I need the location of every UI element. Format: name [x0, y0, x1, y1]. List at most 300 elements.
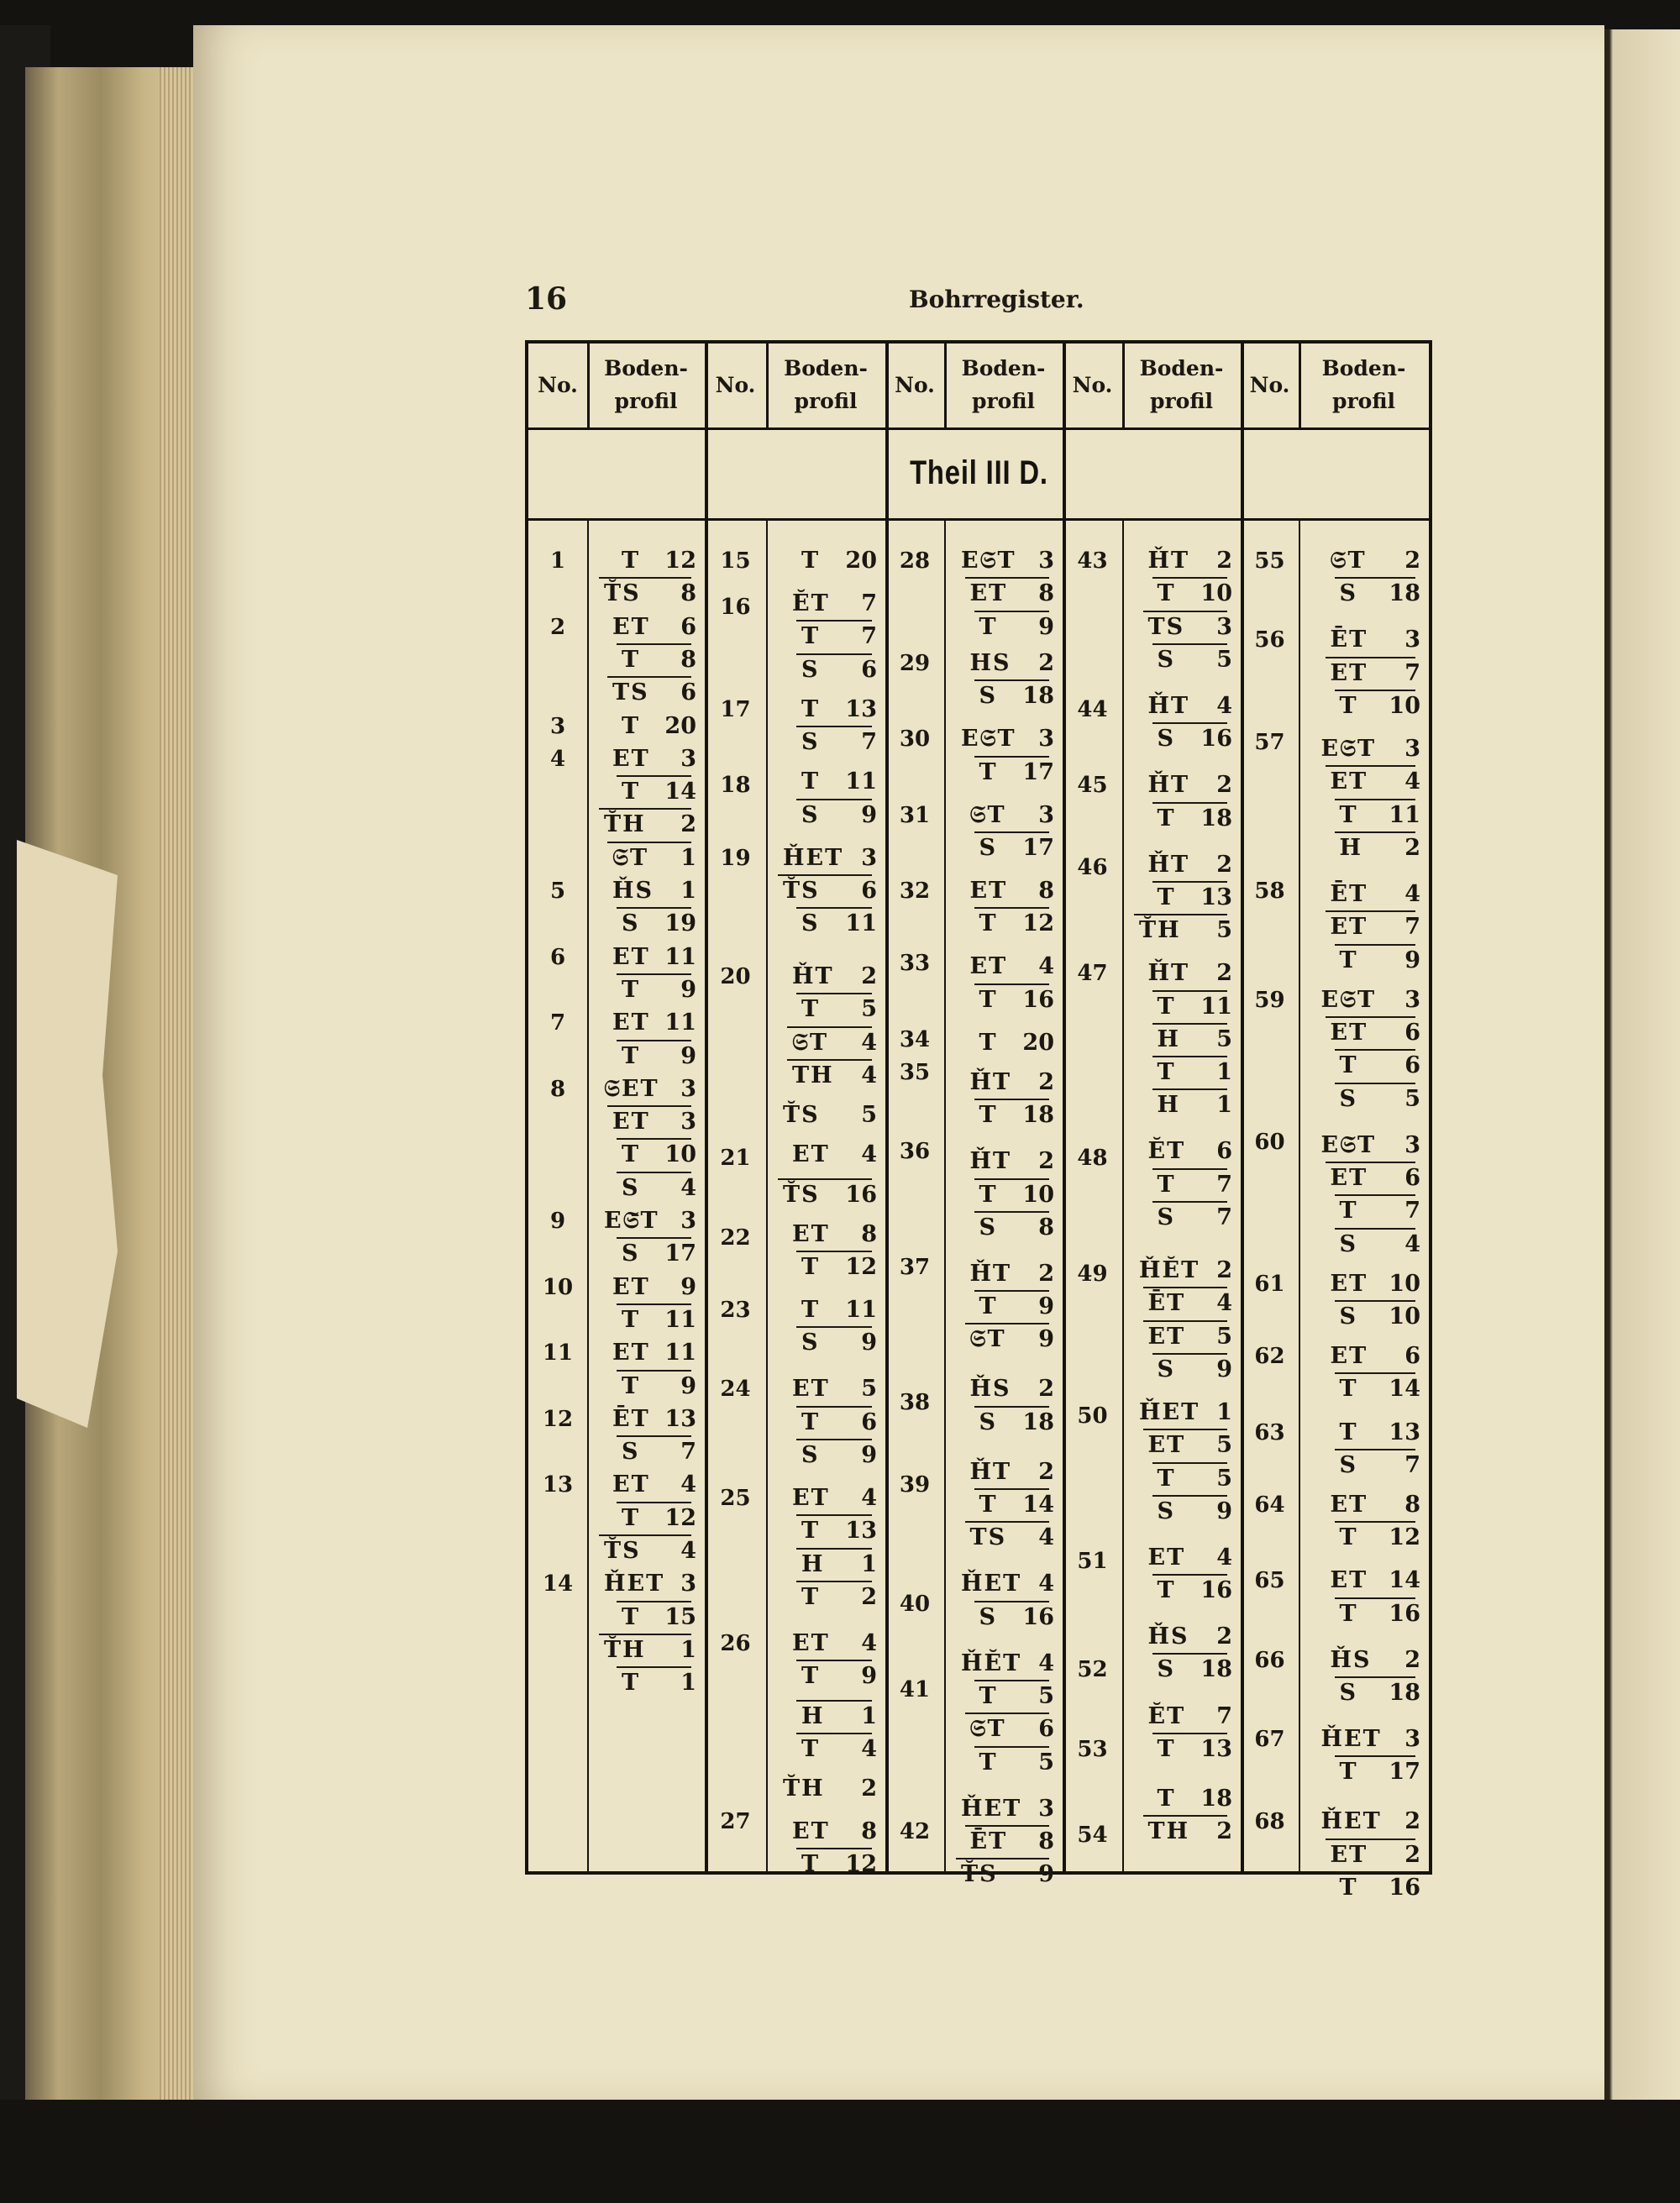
soil-code: HS — [969, 649, 1011, 676]
soil-layer-entry — [604, 677, 696, 709]
soil-layer-entry — [1139, 1321, 1232, 1353]
layer-thickness: 20 — [664, 712, 696, 739]
soil-code: T — [1339, 947, 1358, 973]
bore-number: 29 — [899, 650, 931, 676]
column-rule — [705, 344, 708, 1872]
soil-code: T — [979, 1491, 998, 1518]
soil-layer-entry — [961, 951, 1054, 983]
soil-layer-entry — [783, 694, 877, 726]
layer-thickness: 6 — [1404, 1019, 1420, 1046]
soil-code: E𝔖T — [1320, 1131, 1377, 1158]
soil-layer-entry — [1139, 915, 1232, 947]
soil-code: T — [979, 910, 998, 937]
layer-separator — [1326, 657, 1416, 658]
layer-thickness: 9 — [680, 1273, 696, 1300]
soil-layer-entry — [1139, 957, 1232, 989]
layer-thickness: 9 — [1216, 1356, 1232, 1382]
layer-thickness: 7 — [1216, 1171, 1232, 1198]
bore-number: 40 — [899, 1591, 931, 1617]
soil-code: ET — [1330, 1491, 1368, 1518]
soil-layer-entry — [961, 648, 1054, 679]
layer-thickness: 8 — [1038, 580, 1054, 607]
bore-number: 50 — [1077, 1403, 1108, 1429]
soil-code: E𝔖T — [961, 548, 1016, 574]
layer-thickness: 3 — [1038, 726, 1054, 753]
bore-number: 39 — [899, 1472, 931, 1498]
bore-number: 63 — [1254, 1419, 1285, 1445]
layer-thickness: 7 — [861, 590, 877, 617]
layer-separator — [617, 643, 691, 645]
layer-separator — [965, 1323, 1050, 1324]
bore-number: 53 — [1077, 1736, 1108, 1762]
layer-separator — [1143, 611, 1228, 612]
bore-number: 30 — [899, 726, 931, 753]
soil-layer-entry — [783, 1139, 877, 1171]
layer-thickness: 5 — [1038, 1682, 1054, 1709]
soil-layer-entry — [1139, 723, 1232, 755]
layer-thickness: 3 — [680, 745, 696, 772]
soil-code: T — [1157, 1785, 1176, 1812]
soil-code: ȞET — [783, 844, 844, 871]
column-rule — [1299, 518, 1300, 1872]
layer-thickness: 6 — [1216, 1138, 1232, 1165]
soil-code: ET — [1147, 1323, 1186, 1350]
layer-thickness: 9 — [1038, 613, 1054, 640]
bore-number: 67 — [1254, 1727, 1285, 1752]
layer-separator — [974, 679, 1050, 681]
soil-code: H — [1157, 1092, 1181, 1119]
soil-layer-entry — [604, 842, 696, 874]
soil-layer-entry — [604, 1602, 696, 1634]
soil-code: T — [979, 1029, 998, 1056]
soil-code: T — [622, 779, 641, 805]
soil-code: T̆H — [783, 1775, 825, 1802]
soil-layer-entry — [1139, 1354, 1232, 1386]
soil-layer-entry — [961, 1826, 1054, 1858]
soil-layer-entry — [1139, 1575, 1232, 1607]
layer-thickness: 10 — [1389, 692, 1420, 719]
soil-layer-entry — [604, 1469, 696, 1501]
soil-layer-entry — [1315, 1756, 1420, 1788]
soil-code: S — [622, 1174, 640, 1201]
layer-thickness: 18 — [1200, 805, 1232, 831]
layer-separator — [1335, 1049, 1416, 1051]
layer-separator — [796, 799, 872, 800]
soil-code: E𝔖T — [1320, 986, 1377, 1013]
layer-separator — [974, 756, 1050, 758]
header-bodenprofil: Boden- profil — [1321, 356, 1406, 413]
bore-number: 43 — [1077, 548, 1108, 574]
soil-layer-entry — [1315, 1017, 1420, 1049]
layer-separator — [796, 1581, 872, 1582]
layer-separator — [974, 1099, 1050, 1100]
column-rule — [1122, 518, 1124, 1872]
soil-layer-entry — [604, 974, 696, 1006]
layer-thickness: 1 — [1216, 1059, 1232, 1086]
layer-thickness: 6 — [1404, 1052, 1420, 1079]
soil-code: T — [1339, 1419, 1358, 1445]
soil-code: T — [801, 1851, 821, 1878]
layer-separator — [796, 1848, 872, 1849]
soil-code: S — [801, 801, 820, 828]
layer-thickness: 6 — [861, 878, 877, 904]
layer-separator — [796, 907, 872, 909]
layer-separator — [778, 874, 872, 876]
soil-code: T — [801, 1254, 821, 1281]
soil-layer-entry — [604, 1634, 696, 1666]
running-title: Bohrregister. — [909, 286, 1084, 313]
layer-thickness: 3 — [680, 1109, 696, 1136]
soil-code: T — [1339, 1874, 1358, 1901]
layer-thickness: 16 — [845, 1181, 877, 1208]
layer-thickness: 4 — [861, 1141, 877, 1168]
bore-number: 13 — [542, 1472, 574, 1498]
soil-layer-entry — [783, 654, 877, 686]
layer-thickness: 4 — [1404, 1230, 1420, 1257]
layer-thickness: 18 — [1200, 1656, 1232, 1683]
layer-thickness: 3 — [1216, 613, 1232, 640]
soil-code: T — [801, 548, 821, 574]
soil-layer-entry — [783, 800, 877, 831]
soil-layer-entry — [1315, 658, 1420, 690]
layer-thickness: 2 — [1216, 1818, 1232, 1845]
layer-separator — [1152, 722, 1228, 724]
layer-separator — [778, 1178, 872, 1180]
soil-layer-entry — [783, 766, 877, 798]
layer-separator — [974, 831, 1050, 833]
layer-separator — [607, 842, 691, 843]
layer-separator — [796, 993, 872, 994]
layer-thickness: 7 — [1404, 914, 1420, 941]
soil-layer-entry — [1139, 849, 1232, 881]
soil-code: ȞT — [969, 1148, 1012, 1175]
layer-separator — [965, 1713, 1050, 1714]
layer-thickness: 9 — [680, 976, 696, 1003]
header-no: No. — [538, 372, 578, 397]
layer-thickness: 9 — [1404, 947, 1420, 973]
layer-thickness: 15 — [664, 1603, 696, 1630]
soil-layer-entry — [1139, 1429, 1232, 1461]
soil-layer-entry — [783, 726, 877, 758]
bore-number: 26 — [720, 1631, 751, 1657]
soil-code: S — [1157, 1498, 1175, 1524]
bore-number: 35 — [899, 1060, 931, 1086]
soil-layer-entry — [961, 1522, 1054, 1554]
layer-thickness: 9 — [680, 1042, 696, 1069]
soil-code: ET — [1330, 1019, 1368, 1046]
soil-layer-entry — [604, 743, 696, 775]
bore-number: 51 — [1077, 1548, 1108, 1574]
soil-code: T̆S — [783, 1102, 820, 1129]
soil-code: TS — [612, 679, 649, 706]
soil-layer-entry — [783, 545, 877, 577]
soil-layer-entry — [1139, 1202, 1232, 1234]
layer-thickness: 9 — [861, 1663, 877, 1690]
soil-layer-entry — [961, 757, 1054, 789]
bore-number: 46 — [1077, 855, 1108, 881]
layer-thickness: 2 — [1038, 1376, 1054, 1403]
layer-thickness: 12 — [664, 1504, 696, 1531]
layer-thickness: 3 — [1404, 1726, 1420, 1752]
soil-layer-entry — [1139, 803, 1232, 835]
soil-code: T̆H — [604, 811, 646, 838]
soil-code: T — [1157, 805, 1176, 831]
layer-thickness: 11 — [845, 1297, 877, 1324]
layer-thickness: 2 — [1216, 1256, 1232, 1283]
soil-layer-entry — [783, 1219, 877, 1251]
soil-code: S — [1339, 1085, 1357, 1112]
soil-code: T — [801, 996, 821, 1023]
layer-thickness: 2 — [1038, 1458, 1054, 1485]
soil-layer-entry — [1139, 1397, 1232, 1429]
soil-layer-entry — [783, 842, 877, 874]
soil-code: ȞET — [1320, 1726, 1382, 1752]
layer-separator — [1152, 643, 1228, 645]
layer-separator — [1335, 1676, 1416, 1678]
soil-layer-entry — [1315, 1130, 1420, 1162]
soil-layer-entry — [961, 1489, 1054, 1521]
layer-thickness: 17 — [1389, 1759, 1420, 1786]
layer-separator — [617, 907, 691, 909]
layer-separator — [617, 1040, 691, 1041]
soil-layer-entry — [1315, 733, 1420, 765]
layer-thickness: 13 — [845, 695, 877, 722]
soil-layer-entry — [783, 1515, 877, 1547]
bore-register-table — [525, 340, 1432, 1901]
layer-separator — [787, 1026, 872, 1028]
layer-thickness: 5 — [1216, 1025, 1232, 1052]
layer-thickness: 16 — [1200, 726, 1232, 753]
layer-separator — [617, 1303, 691, 1305]
soil-layer-entry — [783, 1773, 877, 1805]
layer-separator — [1152, 1023, 1228, 1025]
soil-layer-entry — [1139, 1169, 1232, 1201]
soil-code: ET — [1330, 659, 1368, 686]
bore-number: 59 — [1254, 987, 1285, 1013]
bore-number: 65 — [1254, 1568, 1285, 1594]
layer-separator — [617, 1502, 691, 1503]
layer-separator — [1152, 1495, 1228, 1497]
soil-code: T̆H — [604, 1636, 646, 1663]
soil-code: T — [622, 712, 641, 739]
layer-thickness: 2 — [1038, 1148, 1054, 1175]
layer-thickness: 8 — [861, 1220, 877, 1247]
soil-layer-entry — [961, 680, 1054, 712]
soil-code: T — [1339, 801, 1358, 828]
bore-number: 17 — [720, 696, 751, 722]
soil-code: ȞT — [1147, 772, 1190, 799]
soil-code: ET — [792, 1485, 830, 1512]
soil-layer-entry — [1315, 1162, 1420, 1194]
layer-separator — [1152, 577, 1228, 579]
soil-layer-entry — [1139, 1057, 1232, 1088]
layer-thickness: 3 — [680, 1571, 696, 1597]
soil-layer-entry — [1315, 1565, 1420, 1597]
layer-thickness: 4 — [1038, 953, 1054, 980]
layer-separator — [965, 1825, 1050, 1827]
soil-code: S — [1157, 1204, 1175, 1231]
soil-code: T — [1157, 580, 1176, 607]
soil-layer-entry — [604, 578, 696, 610]
layer-separator — [796, 1733, 872, 1734]
soil-code: T — [1157, 1735, 1176, 1762]
soil-layer-entry — [1315, 1598, 1420, 1630]
layer-thickness: 5 — [861, 996, 877, 1023]
soil-code: ĔT — [1147, 1138, 1186, 1165]
layer-thickness: 8 — [680, 646, 696, 673]
layer-separator — [607, 676, 691, 678]
soil-code: ȞS — [612, 878, 654, 904]
layer-thickness: 3 — [1038, 548, 1054, 574]
layer-separator — [1335, 1755, 1416, 1757]
soil-layer-entry — [604, 776, 696, 808]
layer-thickness: 20 — [845, 548, 877, 574]
bore-number: 22 — [720, 1225, 751, 1251]
layer-separator — [1335, 1597, 1416, 1599]
soil-code: 𝔖T — [969, 1326, 1006, 1353]
soil-code: ȞS — [969, 1376, 1011, 1403]
soil-layer-entry — [961, 1212, 1054, 1244]
header-no: No. — [895, 372, 935, 397]
layer-separator — [1335, 1228, 1416, 1230]
soil-code: T — [622, 1372, 641, 1399]
soil-layer-entry — [1315, 1340, 1420, 1372]
soil-layer-entry — [604, 611, 696, 643]
layer-separator — [796, 1326, 872, 1328]
soil-code: E𝔖T — [961, 726, 1016, 753]
layer-thickness: 2 — [1038, 1260, 1054, 1287]
layer-thickness: 7 — [680, 1439, 696, 1466]
layer-separator — [1335, 1300, 1416, 1302]
soil-code: 𝔖T — [792, 1029, 829, 1056]
soil-layer-entry — [961, 1258, 1054, 1290]
soil-layer-entry — [1315, 1301, 1420, 1333]
soil-layer-entry — [1315, 1417, 1420, 1449]
bore-number: 6 — [549, 944, 566, 970]
layer-thickness: 5 — [1216, 646, 1232, 673]
layer-thickness: 8 — [1404, 1491, 1420, 1518]
layer-separator — [796, 1700, 872, 1702]
layer-thickness: 2 — [1404, 1808, 1420, 1835]
soil-code: T — [979, 1682, 998, 1709]
soil-layer-entry — [961, 1713, 1054, 1745]
bore-number: 55 — [1254, 548, 1285, 574]
soil-code: T — [1157, 1059, 1176, 1086]
soil-layer-entry — [783, 908, 877, 940]
soil-layer-entry — [1315, 879, 1420, 910]
soil-layer-entry — [604, 1403, 696, 1435]
layer-thickness: 2 — [1216, 548, 1232, 574]
soil-layer-entry — [1315, 624, 1420, 656]
soil-layer-entry — [961, 1747, 1054, 1779]
soil-layer-entry — [1139, 1734, 1232, 1765]
soil-code: S — [801, 656, 820, 683]
soil-code: ET — [792, 1141, 830, 1168]
bore-number: 18 — [720, 773, 751, 799]
layer-thickness: 5 — [1216, 1432, 1232, 1459]
layer-thickness: 9 — [1038, 1326, 1054, 1353]
layer-separator — [1152, 1653, 1228, 1655]
layer-thickness: 14 — [1389, 1567, 1420, 1594]
header-no: No. — [1072, 372, 1113, 397]
layer-separator — [796, 726, 872, 727]
layer-separator — [796, 1548, 872, 1550]
layer-thickness: 5 — [1216, 917, 1232, 944]
bore-number: 45 — [1077, 773, 1108, 799]
soil-layer-entry — [604, 1337, 696, 1369]
soil-layer-entry — [604, 942, 696, 973]
soil-code: T — [801, 1584, 821, 1611]
layer-thickness: 2 — [1404, 834, 1420, 861]
bore-number: 4 — [549, 746, 566, 772]
soil-code: ȞET — [961, 1795, 1022, 1822]
soil-layer-entry — [961, 1179, 1054, 1211]
soil-code: ȞET — [604, 1571, 665, 1597]
soil-code: T̆H — [1139, 917, 1181, 944]
layer-separator — [796, 1660, 872, 1661]
soil-code: ET — [1330, 1841, 1368, 1868]
soil-layer-entry — [1315, 1489, 1420, 1521]
layer-separator — [1335, 577, 1416, 579]
soil-layer-entry — [961, 1099, 1054, 1131]
column-rule — [944, 518, 946, 1872]
soil-code: ET — [612, 1471, 650, 1498]
layer-separator — [1335, 1521, 1416, 1523]
bore-number: 3 — [549, 713, 566, 739]
soil-layer-entry — [1139, 1783, 1232, 1815]
soil-code: E𝔖̄T — [604, 1208, 659, 1234]
bore-number: 54 — [1077, 1822, 1108, 1848]
soil-layer-entry — [1315, 911, 1420, 943]
column-rule — [587, 518, 589, 1872]
layer-thickness: 8 — [1038, 878, 1054, 904]
soil-layer-entry — [1139, 991, 1232, 1023]
soil-code: S — [622, 910, 640, 937]
layer-separator — [617, 1435, 691, 1437]
layer-thickness: 1 — [1216, 1398, 1232, 1425]
soil-code: ĒT — [1147, 1290, 1186, 1317]
layer-thickness: 9 — [1038, 1861, 1054, 1888]
layer-separator — [617, 1138, 691, 1140]
soil-code: S — [801, 910, 820, 937]
soil-layer-entry — [961, 1681, 1054, 1713]
soil-code: ȞT — [792, 963, 834, 990]
layer-separator — [599, 577, 691, 579]
bore-number: 2 — [549, 614, 566, 640]
bore-number: 11 — [542, 1340, 574, 1366]
soil-code: S — [979, 1408, 997, 1435]
soil-code: T — [622, 1306, 641, 1333]
soil-layer-entry — [604, 644, 696, 676]
bore-number: 37 — [899, 1255, 931, 1281]
soil-code: ET — [792, 1630, 830, 1657]
layer-separator — [956, 1858, 1049, 1859]
soil-layer-entry — [1315, 1050, 1420, 1082]
layer-thickness: 3 — [1038, 1795, 1054, 1822]
layer-thickness: 7 — [861, 623, 877, 650]
bore-number: 19 — [720, 845, 751, 871]
layer-separator — [1335, 1083, 1416, 1084]
layer-separator — [1152, 1574, 1228, 1576]
soil-code: T̆S — [783, 1181, 820, 1208]
soil-layer-entry — [1315, 832, 1420, 864]
layer-separator — [599, 808, 691, 810]
column-rule — [1299, 344, 1301, 427]
soil-layer-entry — [961, 1456, 1054, 1488]
soil-layer-entry — [1139, 1496, 1232, 1528]
soil-code: S — [1339, 1679, 1357, 1706]
soil-layer-entry — [783, 1179, 877, 1211]
